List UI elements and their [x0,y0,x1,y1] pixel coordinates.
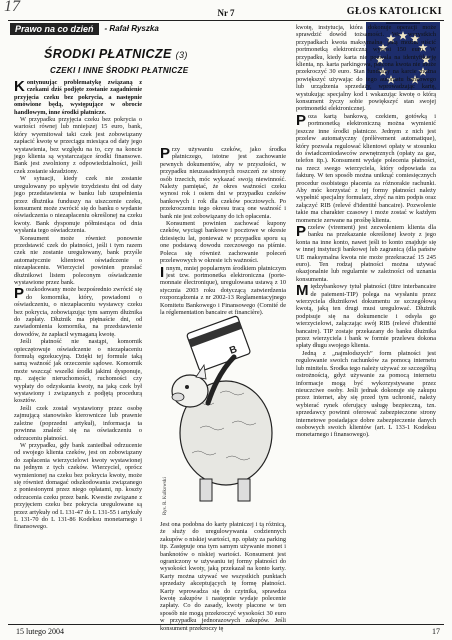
drop-cap: P [14,285,25,303]
paragraph: Jeśli płatność nie nastąpi, komornik opieczętowuje oświadczenie o niezapłaceniu formułą egzekucyjną. Dzięki tej formule taką samą ważność jak orzeczenie sądowe. Komornik może wszcząć wszelki środki jakimi dysponuje, np. zajęcie nieruchomości, ruchomości czy wypłaty do odzyskania kwoty, na jaką czek był wystawiony i związanych z podjętą procedurą kosztów. [14,338,142,405]
drop-cap: K [14,78,25,95]
article-column-2-continued [160,521,286,632]
paragraph: Jedną z „najmłodszych” form płatności jest regulowanie swoich rachunków za pomocą internetu lub minitelu. Środka tego należy używać ze szczególną ostrożnością, gdyż używanie za pomocą internetu informacje mogą być wykorzystywane przez nieuczciwe osoby. Jeśli jednak dokonuje się zakupu przez internet, aby się przed tym uchronić, należy wybierać rynek oferujący usługę bezpieczną, tzn. sprzedawcy powinni oferować zabezpieczone strony internetowe posiadające dobre zabezpieczenie danych osobowych swoich klientów (art. L 133-1 Kodeksu monetarnego i finansowego). [296,349,436,439]
drop-cap: P [296,222,307,240]
paragraph [160,146,286,220]
article-column-3 [296,24,436,623]
paragraph-text: rzelew (virement) jest zezwoleniem klienta dla banku na przekazanie określonej kwoty z jego konta na inne konto, nawet jeśli to konto znajduje się w innej instytucji bankowej lub zagranicą (dla państw UE maksymalna kwota nie może przekraczać 15 245 euro). Ten rodzaj płatności można używać okazjonalnie lub regularnie w zależności od uznania konsumenta. [296,223,436,283]
header-rule [8,20,444,21]
paragraph: Jest ona podobna do karty płatniczej i tą różnicą, że służy do uregulowywania codziennych zakupów o niskiej wartości, np. opłaty za parking itp. Zastępuje ona tym samym używanie monet i banknotów o niskiej wartości. Konsument jest ograniczony w używaniu tej formy płatności do wysokości kwoty, jaką przekazał na konto karty. Karty można używać we wszystkich punktach sprzedaży akceptujących tę formę płatności. Karty wprowadza się do czytnika, sprawdza kwotę zakupów i następnie wydaje polecenie zapłaty. Co do zasady, kwoty płacone w ten sposób nie mogą przekroczyć wysokości 30 euro w przypadku jednorazowych zakupów. Jeśli konsument przekroczy tę [160,521,286,632]
article-title-text: ŚRODKI PŁATNICZE [44,47,172,61]
piggy-bank-illustration [160,283,284,521]
lead-text: ontynuując problematykę związaną z czekami dziś podjęte zostanie zagadnienie przyjęcia czeku bez pokrycia, a następnie omówione będą, występujące w obrocie handlowym, inne środki płatnicze. [14,79,142,116]
paragraph [296,113,436,224]
paragraph-text: nnym, mniej popularnym środkiem płatniczym jest tzw. portmonetka elektroniczna (porte-monnaie électronique), uregulowana ustawą z 10 stycznia 2003 roku dotyczącą zatwierdzenia rozporządzenia z nr 2002-13 Reglamentacyjnego Komitetu Bankowego i Finansowego (Comité de la réglementation bancaire et financière). [160,264,286,316]
paragraph: W przypadku, gdy bank zaniedbał odrzucenie od swojego klienta czeków, jest on zobowiązany do zapłacenia wierzycielowi kwoty wystawionej na jednym z tych czeków. Wierzyciel, oprócz wymienionej na czeku bez pokrycia kwoty, może się również domagać odszkodowania związanego z poniesionymi przez niego opłatami, np. koszty odrzucenia czeku przez bank. Kwestie związane z przyjęciem czeku bez pokrycia uregulowane są przez artykuły od L 131-47 do L 131-55 i artykuły L 131-70 do L 131-86 Kodeksu monetarnego i finansowego. [14,441,142,531]
drop-cap: I [160,263,165,281]
paragraph: W sytuacji, kiedy czek nie zostanie uregulowany po upływie trzydziestu dni od daty jego przedstawienia w banku lub uzupełnienia przez dłużnika funduszy na uiszczenie czeku, konsument może zwrócić się do banku o wydanie oświadczenia o niezapłaceniu określonej na czeku kwoty. Bank dysponuje półmiesiąca od dnia wysłania tego oświadczenia. [14,175,142,235]
illustration-credit: Rys. R. Kulkowski [163,477,168,515]
drop-cap: M [296,282,309,300]
drop-cap: P [296,111,307,129]
article-column-2 [160,145,286,316]
footer-rule [8,624,444,625]
paragraph: W przypadku przyjęcia czeku bez pokrycia o wartości równej lub mniejszej 15 euro, bank, który wyemitował taki czek jest zobowiązany zapłacić kwotę w przeciągu miesiąca od daty jego wystawienia, bez względu na to, czy na koncie jego klienta są wystarczające środki finansowe. Bank jest zwolniony z odpowiedzialności, jeśli czek zostanie skradziony. [14,116,142,175]
drop-cap: P [160,145,171,162]
paragraph-text: oza kartą bankową, czekiem, gotówką i portmonetką elektroniczną można wymienić jeszcze inne środki płatnicze. Jednym z nich jest przelew automatyczny (prélèvement automatique), który pozwala regulować klientowi opłaty w stosunku do świadczeniodawców zewnętrznych (opłaty za gaz, telefon itp.). Konsument wydaje polecenia płatności, na rzecz swego wierzyciela, który odpowiada za fakturę. W ten sposób można uniknąć comiesięcznych procedur osobistego płacenia za różnorakie rachunki. Aby móc korzystać z tej formy płatności należy wypełnić specjalny formularz, zbyć na nim podpis oraz załączyć RIB (relevé d'identité bancaire). Pozwolenie takie ma charakter czasowy i może zostać w każdym momencie zerwane na prośbę klienta. [296,112,436,224]
issue-date: 15 lutego 2004 [16,627,64,636]
article-part-number: (3) [175,50,188,60]
paragraph-text: iędzybankowy tytuł płatności (titre interbancaire de paiement-TIP) polega na wysłaniu przez wierzyciela dłużnikowi dokumentu ze szczegółową kwotą, jaką ten drugi musi uregulować. Dłużnik podpisuje się na dokumencie i odsyła go wierzycielowi, załączając swój RIB (relevé d'identité bancaire). TIP zostaje przekazany do banku dłużnika przez wierzyciela i bank w formie przelewu dokona spłaty długu swojego klienta. [296,283,436,350]
section-banner [10,22,159,35]
handwritten-page-mark: 17 [4,0,20,15]
paragraph [14,286,142,338]
card-letter: B [228,344,239,357]
article-subtitle: CZEKI I INNE ŚRODKI PŁATNICZE [50,66,189,75]
article-column-1 [14,79,142,623]
issue-number: Nr 7 [217,8,235,18]
paragraph: Jeśli czek został wystawiony przez osobę zajmującą stanowisko kierownicze lub prawnie zależne (poprzedni artykuł), informacja ta powinna znaleźć się na oświadczeniu o odrzuceniu płatności. [14,404,142,442]
paragraph [296,283,436,350]
masthead: GŁOS KATOLICKI [346,6,442,17]
paragraph: Konsument może również ponownie przedstawić czek do płatności, jeśli i tym razem czek nie zostanie uregulowany, bank przyśle automatycznie klientowi oświadczenie o niezapłaceniu. Wierzyciel powinien przesłać dłużnikowi listem poleconym oświadczenie wystawione przez bank. [14,234,142,286]
page-number: 17 [432,627,440,636]
paragraph [296,224,436,283]
paragraph: Konsument powinien zachować kupony czeków, wyciągi bankowe i pocztowe w okresie dziesięciu lat, ponieważ w przypadku sporu są one podstawą dowodu rzeczowego na piśmie. Poleca się również zachowanie poleceń przelewowych w okresie ich ważności. [160,220,286,265]
article-title [44,47,188,61]
paragraph: kwotę, instytucja, która dokonuje operacji może sprawdzić dowód tożsamości. We wszystkich przypadkach kwota maksymalna, jaką można uiścić portmonetką elektroniczną wynosi 150 euro. W przypadku, kiedy karta nie pozwala na identyfikację klienta, np. karta parkingowa, płacona kwota nie może przekroczyć 30 euro. Stan funduszy na karcie można powiększyć używając do tego automatu bankowego lub urządzenia sprzedaży, wprowadzając kartę, wystukując specjalny kod i wskazując kwotę o którą konsument życzy sobie powiększyć stan swojej portmonetki elektronicznej. [296,24,436,113]
lead-paragraph [14,79,142,116]
paragraph-text: oszkodowany może bezpośrednio zwrócić się do komornika, który, powiadomi o oświadczeniu, o niezapłaceniu wystawcy czeku bez pokrycia, zobowiązując tym samym dłużnika do zapłaty. Dłużnik ma piętnaście dni, od zawiadomienia komornika, na przedstawienie dowodów, że zapłacił wymaganą kwotę. [14,286,142,338]
section-tag: Prawo na co dzień [10,23,99,35]
paragraph-text: rzy używaniu czeków, jako środka płatniczego, istotne jest zachowanie pewnych dokumentów, aby w przyszłości, w przypadku nieuzasadnionych roszczeń ze strony osób trzecich, móc wykazać swoją niewinność. Należy pamiętać, że okres ważności czeku wynosi rok i osiem dni w przypadku czeków bankowych i rok dla czeków pocztowych. Po przekroczeniu tego okresu tracą one ważność i bank nie jest zobowiązany do ich opłacenia. [160,146,286,220]
author-byline: - Rafał Ryszka [104,24,159,33]
